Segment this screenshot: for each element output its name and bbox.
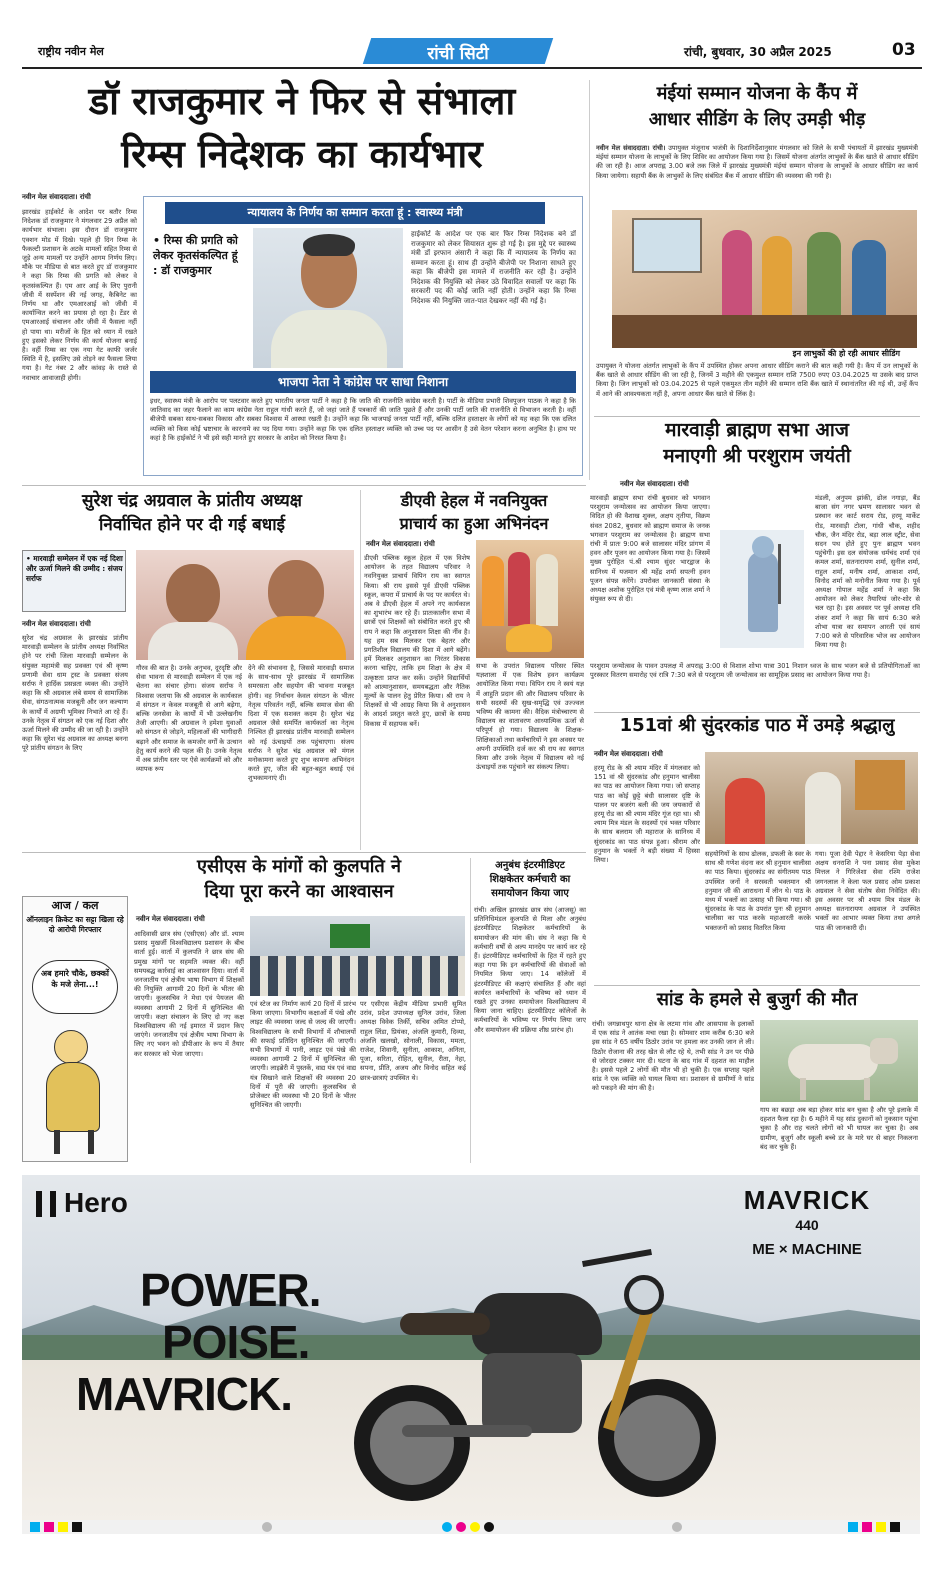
- bull-body-shape: [788, 1044, 878, 1080]
- sundarkand-photo: [705, 752, 918, 844]
- suresh-headline-2: निर्वाचित होने पर दी गई बधाई: [99, 515, 285, 535]
- parshuram-body-left: मारवाड़ी ब्राह्मण सभा रांची बुधवार को भगवान परशुराम जन्मोत्सव का आयोजन किया जाएगा। विदित हो की वैशाख शुक्ल, अक्षय तृतीया, विक्रम संवत 2082, बुधवार को ब्राह्मण समाज के जनक भगवान परशुराम का जन्मोत्सव है। ब्राह्मण सभा रांची में प्रातः 9:00 बजे सालासर मंदिर प्रांगण में हवन और पूजन का आयोजन किया गया है। जिसमें मुख्य पुरोहित पं.श्री श्याम सुंदर भारद्वाज के सानिध्य में यजमान श्री महेंद्र शर्मा सपत्नी हवन पूजन संपन्न करेंगे। उपरोक्त जानकारी संस्था के अध्यक्ष अशोक पुरोहित एवं मंत्री कृष्ण लाल शर्मा ने संयुक्त रूप से दी।: [590, 494, 710, 604]
- mavrick-logo: [702, 1183, 908, 1273]
- maiyan-body-top-text: उपायुक्त मंजूनाथ भजंत्री के दिशानिर्देशानुसार मंगलवार को जिले के सभी पंचायतों में झारखंड मुख्यमंत्री मंईयां सम्मान योजना के लाभुकों के लिए शिविर का आयोजन किया गया है। जिसमें योजना अंतर्गत लाभुकों के बैंक खाते से आधार सीडिंग की जा रही है। आज अपराह्न 3.00 बजे तक जिले में झारखंड मुख्यमंत्री मंईयां सम्मान योजना के लाभुकों के आधार सीडिंग का कार्य किया जायेगा। सहायी बैंक के लाभुकों के लिए संबंधित बैंक में आधार सीडिंग की व्यवस्था की गयी है।: [596, 144, 918, 180]
- portrait-shirt: [271, 310, 387, 368]
- parshuram-illustration: [720, 530, 804, 648]
- print-marks-bar: [22, 1520, 920, 1534]
- vc-body-2: एवं स्टेज का निर्माण कार्य 20 दिनों में प्रारंभ किया जाएगा। विभागीय कक्षाओं में पंखे और लाइट की व्यवस्था जल्द से जल्द की जाएगी। विश्वविद्यालय के सभी विभागों में शौचालयों की सफाई प्रतिदिन सुनिश्चित की जाएगी। सभी विभागों में पानी, लाइट एवं पंखे की व्यवस्था आगामी 2 दिनों में सुनिश्चित की जाएगी। लाइब्रेरी में पुस्तकें, वाद्य यंत्र एवं वाद्य यंत्र सिखाने वाले शिक्षकों की व्यवस्था 20 दिनों में पूरी की जाएगी। कुलसचिव से प्रोजेक्टर की व्यवस्था भी 20 दिनों के भीतर सुनिश्चित की जाएगी।: [250, 1000, 356, 1110]
- contract-headline-2: शिक्षकेतर कर्मचारी का: [489, 874, 571, 885]
- parshuram-figure-head: [752, 536, 774, 558]
- bull-body-2: गाय का बछड़ा अब बड़ा होकर सांड बन चुका है और पूरे इलाके में दहशत फैला रहा है। 6 महीने में यह सांड दुकानों को नुकसान पहुंचा चुका है और राह चलते लोगों को भी घायल कर चुका है। अब ग्रामीण, बुजुर्ग और स्कूली बच्चे डर के मारे घर से बाहर निकलना बंद कर चुके हैं।: [760, 1106, 918, 1151]
- dav-person-3: [536, 554, 558, 626]
- maiyan-headline-1: मंईयां सम्मान योजना के कैंप में: [656, 83, 858, 104]
- ad-tagline-2: POISE.: [162, 1316, 310, 1368]
- col-divider-right: [589, 80, 590, 480]
- hero-ad: [22, 1175, 920, 1520]
- parshuram-axe: [778, 544, 781, 604]
- reg-dot-cyan: [442, 1522, 452, 1532]
- parshuram-body-right: मंडली, अनुपम झांकी, ढोल नगाड़ा, बैंड बाजा संग नगर भ्रमण सालासर भवन से प्रस्थान कर कार्ट सराय रोड, हरमू मार्केट रोड, मारवाड़ी टोला, गांधी चौक, शहीद चौक, जैन मंदिर रोड, बड़ा लाल स्ट्रीट, सेवा सदन पथ होते हुए पुनः ब्राह्मण भवन पहुंचेगी। इस दल संयोजक धर्मचंद शर्मा एवं कमल शर्मा, सतनारायण शर्मा, सुनील शर्मा, राहुल शर्मा, मनीष शर्मा, आकाश शर्मा, विनोद शर्मा को मनोनीत किया गया है। पूर्व अध्यक्ष गोपाल महेंद्र शर्मा ने कहा कि आयोजन को लेकर तैयारियां जोर-शोर से चल रहा है। इस अवसर पर पूर्व अध्यक्ष रवि शंकर शर्मा ने कहा कि सायं 6:30 बजे शोभा यात्रा का समापन आरती एवं सायं 7:00 बजे से परिवारिक भोज का आयोजन किया गया है।: [815, 494, 920, 650]
- sundarkand-body-3: गया। पूजा देवी पेद्दार ने केसरिया पेड़ा सेवा अक्षय धनराशि ने पना प्रसाद सेवा मुकेश मित्तल ने गिरिजेशा सेवा रश्मि राजेश जगनलाल ने केला फल प्रसाद ओम प्रकाश अग्रवाल ने सेवा संतोष सेवा निवेदित की। इस अवसर पर श्री श्याम मित्र मंडल के अध्यक्ष सतनारायण अग्रवाल ने उपस्थित भक्तों का आभार व्यक्त किया तथा अगले पाठ की जानकारी दी।: [815, 850, 920, 932]
- sundarkand-body-2: सहयोगियों के साथ ढोलक, डफली के स्वर के साथ श्री गणेश वंदना कर श्री हनुमान चालीसा का पाठ किया। सुंदरकांड का संगीतमय पाठ उपस्थित जनों ने सरस्वती भक्तमान श्री हनुमान जी की आराधना में लीन थे। पाठ के मध्य में भक्तों का उत्साह भी किया गया। श्री सुंदरकांड के पाठ के उपरांत पुनः श्री हनुमान चालीसा का पाठ करके महाआरती करके भक्तजनों को प्रसाद वितरित किया: [705, 850, 811, 932]
- rims-dateline: नवीन मेल संवाददाता। रांची: [22, 193, 91, 201]
- maiyan-headline-2: आधार सीडिंग के लिए उमड़ी भीड़: [648, 109, 866, 130]
- bike-handlebar: [582, 1249, 652, 1267]
- rule-vc-top: [22, 852, 586, 853]
- dav-dateline: नवीन मेल संवाददाता। रांची: [366, 540, 435, 548]
- reg-dot-1: [262, 1522, 272, 1532]
- swatch-black-2: [890, 1522, 900, 1532]
- aadhaar-camp-photo: [612, 210, 917, 348]
- reg-dot-2: [672, 1522, 682, 1532]
- bike-headlamp: [624, 1275, 664, 1315]
- sundar-devotee-2: [805, 772, 841, 844]
- rims-headline-2: रिम्स निदेशक का कार्यभार: [121, 132, 483, 176]
- dav-body-2: सभा के उपरांत विद्यालय परिसर स्थित यज्ञशाला में एक विशेष हवन कार्यक्रम आयोजित किया गया। विपिन राय ने स्वयं यज्ञ में आहुति प्रदान की और विद्यालय परिवार के सभी सदस्यों की सुख-समृद्धि एवं उज्ज्वल भविष्य की कामना की। वैदिक मंत्रोच्चारण से विद्यालय का वातावरण आध्यात्मिक ऊर्जा से परिपूर्ण हो गया। विद्यालय के शिक्षक-शिक्षिकाओं तथा कर्मचारियों ने इस अवसर पर अपनी उपस्थिति दर्ज कर श्री राय का स्वागत किया और उनके नेतृत्व में विद्यालय को नई ऊंचाइयों तक पहुंचाने का संकल्प लिया।: [476, 662, 584, 772]
- bull-headline: सांड के हमले से बुजुर्ग की मौत: [656, 989, 858, 1010]
- minister-text: हाईकोर्ट के आदेश पर एक बार फिर रिम्स निदेशक बने डॉ राजकुमार को लेकर सियासत शुरू हो गई है। इस मुद्दे पर स्वास्थ्य मंत्री डॉ इरफान अंसारी ने कहा कि मैं न्यायालय के निर्णय का सम्मान करता हूं। साथ ही उन्होंने बीजेपी पर निशाना साधते हुए कहा कि बीजेपी इस मामले में राजनीति कर रही है। उन्होंने निदेशक की नियुक्ति को लेकर उठे विवादित सवालों पर कहा कि सरकारी पद की कोई जाति नहीं होती। उन्होंने कहा कि रिम्स निदेशक की नियुक्ति जात-पात देखकर नहीं की गई है।: [411, 230, 576, 305]
- vc-headline-1: एसीएस के मांगों को कुलपति ने: [197, 856, 401, 877]
- sundarkand-dateline: नवीन मेल संवाददाता। रांची: [594, 750, 663, 758]
- suresh-photo: [136, 550, 354, 660]
- camp-table: [612, 315, 917, 348]
- vc-crowd: [250, 956, 465, 996]
- swatch-cyan: [30, 1522, 40, 1532]
- bull-photo: [760, 1020, 918, 1102]
- rims-headline-1: डॉ राजकुमार ने फिर से संभाला: [88, 79, 516, 123]
- ad-tagline-3: MAVRICK.: [76, 1368, 293, 1420]
- issue-date: रांची, बुधवार, 30 अप्रैल 2025: [684, 45, 832, 59]
- mavrick-word: MAVRICK: [743, 1185, 871, 1215]
- rule-mid: [22, 485, 586, 486]
- mavrick-number: 440: [795, 1217, 819, 1233]
- dav-headline-2: प्राचार्य का हुआ अभिनंदन: [399, 514, 549, 533]
- swatch-yellow-2: [876, 1522, 886, 1532]
- parshuram-dateline: नवीन मेल संवाददाता। रांची: [620, 480, 689, 488]
- bull-legs: [800, 1078, 870, 1100]
- sundarkand-body-1: हरमू रोड के श्री श्याम मंदिर में मंगलवार को 151 वां श्री सुंदरकांड और हनुमान चालीसा का पाठ का आयोजन किया गया। जो सप्ताह पाठ का कोई छुट्टे बंधी सालासर दृष्टि के पालन पर बजरंग बली की जय जयकारों से हरमू रोड का श्री श्याम मंदिर गूंज रहा था। श्री श्याम मित्र मंडल के सदस्यों एवं भक्त परिवार के साथ बलराम जी महाराज के सानिध्य में सुंदरकांड का पाठ संपन्न हुआ। श्रीराम और हनुमान के भक्तों ने बड़ी संख्या में हिस्सा लिया।: [594, 764, 700, 865]
- page-number: 03: [892, 40, 916, 60]
- reg-dot-black: [484, 1522, 494, 1532]
- minister-subhead: न्यायालय के निर्णय का सम्मान करता हूं : स्वास्थ्य मंत्री: [165, 202, 545, 224]
- cartoon-figure-head: [54, 1030, 88, 1064]
- parshuram-body-bottom: परशुराम जन्मोत्सव के पावन उपलक्ष में अपराह्न 3:00 से विशाल शोभा यात्रा 301 निशान ध्वज के साथ भजन बजे से प्रतियोगिताओं का पुरस्कार वितरण समारोह एवं रात्रि 7:30 बजे से परशुराम जी जन्मोत्सव का सामूहिक प्रसाद का आयोजन किया गया है।: [590, 662, 920, 680]
- swatch-cyan-2: [848, 1522, 858, 1532]
- swatch-yellow: [58, 1522, 68, 1532]
- dav-photo: [476, 540, 584, 658]
- bull-body-1: रांची। जगन्नाथपुर थाना क्षेत्र के लटमा गांव और आसपास के इलाकों में एक सांड ने आतंक मचा रखा है। सोमवार शाम करीब 6:30 बजे इस सांड ने 65 वर्षीय ठिठोर उरांव पर हमला कर उनकी जान ले ली। ठिठोर रोजाना की तरह खेत से लौट रहे थे, तभी सांड ने उन पर पीछे से जोरदार टक्कर मार दी। घटना के बाद गांव में दहशत का माहौल है। इससे पहले 2 लोगों की मौत भी हो चुकी है। एक सप्ताह पहले सांड ने एक व्यक्ति को घायल किया था। प्रशासन से ग्रामीणों ने सांड को पकड़ने की मांग की है।: [592, 1020, 754, 1093]
- bike-rear-wheel: [354, 1385, 470, 1501]
- cartoon-caption: ऑनलाइन क्रिकेट का सट्टा खिला रहे दो आरोपी गिरफ्तार: [26, 915, 124, 934]
- cartoon-figure-body: [46, 1062, 100, 1132]
- paper-name: राष्ट्रीय नवीन मेल: [38, 45, 104, 58]
- vc-body-1: आदिवासी छात्र संघ (एसीएस) और डॉ. श्याम प्रसाद मुखर्जी विश्वविद्यालय प्रशासन के बीच वार्ता हुई। वार्ता में कुलपति ने छात्र संघ की प्रमुख मांगों पर सहमति व्यक्त की। वहीं समयबद्ध कार्रवाई का आश्वासन दिया। वार्ता में जनजातीय एवं क्षेत्रीय भाषा विभाग में शिक्षकों की नियुक्ति आगामी 20 दिनों के भीतर की जाएगी। कुलसचिव ने मेधा एवं पेयजल की व्यवस्था आगामी 2 दिनों में सुनिश्चित की जाएगी। कक्षा संचालन के लिए दो नए कक्ष विश्वविद्यालय की नई इमारत में प्रदान किए जाएंगे। जनजातीय एवं क्षेत्रीय भाषा विभाग के लिए नए भवन को डीपीआर के रूप में तैयार कर सरकार को भेजा जाएगा।: [134, 930, 244, 1058]
- vc-body-3: पर एसीएस केंद्रीय मीडिया प्रभारी सुमित उरांव, प्रदेश उपाध्यक्ष सुनिल उरांव, जिला अध्यक्ष विवेक तिर्की, सचिव अमित टोप्पो, राहुल लिंडा, प्रियंका, अंजलि कुमारी, दिव्या, अंजलि खलखो, सोनाली, विकास, ममता, राजेश, शिवानी, सुनीता, आकाश, अनिता, पूजा, सरिता, रोहित, सुनील, रीता, नेहा, सपना, प्रीति, अजय और विनोद सहित कई छात्र-छात्राएं उपस्थित थे।: [360, 1000, 466, 1082]
- rule-parshuram-top: [594, 416, 920, 417]
- bjp-text: इधर, स्वास्थ्य मंत्री के आरोप पर पलटवार करते हुए भारतीय जनता पार्टी ने कहा है कि जाति की राजनीति कांग्रेस करती है। पार्टी के मीडिया प्रभारी शिवपूजन पाठक ने कहा है कि जातिवाद का जहर फैलाने का काम कांग्रेस नेता राहुल गांधी करते हैं, जो जहां जाते हैं पत्रकारों की जाति पूछते हैं और उनकी पार्टी जाति की राजनीति से विभाजन करती है। वहीं बीजेपी सबका साथ-सबका विकास और सबका विश्वास में आस्था रखती है। उन्होंने कहा कि भाजपाई जनता पार्टी नहीं, बल्कि दलित हस्ताक्षर के लोगों को यह कहा कि एक दलित व्यक्ति को किस कोई भ्रष्टाचार के कारनामे का पद दिया गया। उन्होंने कहा कि एक दलित हस्ताक्षर व्यक्ति को उच्च पद पर आसीन है उसे वेतन परेशान करना अनुचित है। हाथ पर कहां है कि हाईकोर्ट ने भी इसे सही मानते हुए सरकार के आदेश को निरस्त किया है।: [150, 397, 576, 442]
- suresh-dateline: नवीन मेल संवाददाता। रांची: [22, 620, 91, 628]
- masthead: [22, 36, 922, 66]
- suresh-body-2: गौरव की बात है। उनके अनुभव, दूरदृष्टि और सेवा भावना से मारवाड़ी सम्मेलन में एक नई चेतना का संचार होगा। संजय सर्राफ ने विश्वास जताया कि श्री अग्रवाल के कार्यकाल में संगठन न केवल मजबूती से आगे बढ़ेगा, बल्कि जनसेवा के कार्यों में भी उल्लेखनीय तेजी आएगी। श्री अग्रवाल ने हमेशा युवाओं को संगठन से जोड़ने, महिलाओं की भागीदारी बढ़ाने और समाज के कमजोर वर्गों के उत्थान हेतु कार्य करने की पहल की है। उनके नेतृत्व में अब प्रांतीय स्तर पर ऐसे कार्यक्रमों को और व्यापक रूप: [136, 664, 242, 774]
- swatch-black: [72, 1522, 82, 1532]
- suresh-headline-1: सुरेश चंद्र अग्रवाल के प्रांतीय अध्यक्ष: [82, 491, 302, 511]
- sundar-devotee-1: [725, 778, 765, 844]
- bike-seat: [400, 1313, 490, 1335]
- parshuram-headline-1: मारवाड़ी ब्राह्मण सभा आज: [665, 419, 849, 441]
- maiyan-body-top: [596, 144, 918, 208]
- col-divider-dav: [360, 490, 361, 850]
- cartoon-speech: अब हमारे चौके, छक्कों के मजे लेना...!: [41, 969, 109, 989]
- director-photo: [253, 228, 403, 368]
- sundarkand-headline: 151वां श्री सुंदरकांड पाठ में उमड़े श्रद्धालु: [619, 715, 895, 736]
- parshuram-figure-body: [748, 552, 778, 632]
- bike-engine: [482, 1353, 582, 1433]
- suresh-quote: • मारवाड़ी सम्मेलन में एक नई दिशा और ऊर्जा मिलने की उम्मीद : संजय सर्राफ: [26, 554, 123, 583]
- header-rule: [22, 67, 922, 69]
- mavrick-slogan: ME × MACHINE: [752, 1241, 862, 1258]
- dav-body-1: डीएवी पब्लिक स्कूल हेहल में एक विशेष आयोजन के तहत विद्यालय परिवार ने नवनियुक्त प्राचार्य विपिन राय का स्वागत किया। श्री राय इससे पूर्व डीएवी पब्लिक स्कूल, कपरा में प्राचार्य के पद पर कार्यरत थे। अब वे डीएवी हेहल में अपने नए कार्यकाल का शुभारंभ कर रहे हैं। प्रातःकालीन सभा में छात्रों एवं शिक्षकों को संबोधित करते हुए श्री राय ने कहा कि अनुशासन शिक्षा की नींव है। यह हम सब मिलकर एक बेहतर और प्रगतिशील विद्यालय की दिशा में आगे बढ़ेंगे। हमें मिलकर अनुशासन का निरंतर विकास करना चाहिए, ताकि हम शिक्षा के क्षेत्र में उत्कृष्टता प्राप्त कर सकें। उन्होंने विद्यार्थियों को आत्मानुशासन, समयबद्धता और नैतिक मूल्यों के पालन हेतु प्रेरित किया। श्री राय ने शिक्षकों से भी आग्रह किया कि वे अनुशासन के आदर्श प्रस्तुत करते हुए, छात्रों के समग्र विकास में सहायक बनें।: [364, 554, 470, 728]
- rule-bull-top: [594, 985, 920, 986]
- dav-havan-fire: [506, 624, 552, 652]
- suresh-person-2: [268, 560, 324, 624]
- sundar-altar: [855, 760, 905, 810]
- bull-head-shape: [870, 1038, 898, 1064]
- vc-photo: [250, 916, 465, 996]
- suresh-garland: [246, 616, 346, 660]
- motorcycle: [342, 1235, 722, 1505]
- bike-tank: [472, 1293, 602, 1355]
- camp-window: [632, 218, 702, 273]
- suresh-person-1: [166, 564, 220, 626]
- cartoon-figure-legs: [54, 1130, 94, 1154]
- col-divider-contract: [470, 858, 471, 1163]
- dav-person-1: [482, 556, 504, 626]
- portrait-hair: [303, 234, 355, 256]
- reg-dot-yellow: [470, 1522, 480, 1532]
- dav-headline-1: डीएवी हेहल में नवनियुक्त: [400, 491, 548, 510]
- maiyan-body-bottom: उपायुक्त ने योजना अंतर्गत लाभुकों के कैंप में उपस्थित होकर अपना आधार सीडिंग कराने की बात कही गयी है। कैंप में उन लाभुकों के बैंक खाते से आधार सीडिंग की जा रही है, जिनमें 3 महीने की एकमुश्त सम्मान राशि 7500 रुपए 03.04.2025 या उसके बाद प्राप्त किया है। जिन लाभुकों को 03.04.2025 से पहले एकमुश्त तीन महीने की सम्मान राशि बैंक खाते में स्थानांतरित की गई थी, उन्हें कैंप में आने की आवश्यकता नहीं है, अपना आधार बैंक खाते से लिंक है।: [596, 362, 918, 398]
- camp-caption: इन लाभुकों की हो रही आधार सीडिंग: [792, 349, 900, 358]
- maiyan-dateline: नवीन मेल संवाददाता। रांची।: [596, 144, 666, 152]
- cartoon-title: आज / कल: [51, 899, 99, 912]
- bike-exhaust: [402, 1425, 532, 1437]
- section-title: रांची सिटी: [427, 44, 489, 64]
- parshuram-headline-2: मनाएगी श्री परशुराम जयंती: [663, 445, 851, 467]
- swatch-magenta: [44, 1522, 54, 1532]
- swatch-magenta-2: [862, 1522, 872, 1532]
- contract-headline-3: समायोजन किया जाए: [491, 888, 569, 899]
- hero-brand: Hero: [64, 1187, 128, 1218]
- vc-flag: [330, 924, 370, 948]
- bjp-subhead: भाजपा नेता ने कांग्रेस पर साधा निशाना: [150, 371, 576, 393]
- contract-body: रांची। अखिल झारखंड छात्र संघ (आजसू) का प्रतिनिधिमंडल कुलपति से मिला और अनुबंध इंटरमीडिएट शिक्षकेतर कर्मचारियों के समायोजन की मांग की। संघ ने कहा कि ये कर्मचारी वर्षों से अल्प मानदेय पर कार्य कर रहे हैं। इंटरमीडिएट कर्मचारियों के हित में रहते हुए कहा गया कि इन कर्मचारियों की सेवाओं को नियमित किया जाए। 14 कॉलेजों में इंटरमीडिएट की कक्षाएं संचालित हैं और वहां कार्यरत कर्मचारियों के भविष्य को ध्यान में रखते हुए उनका समायोजन विश्वविद्यालय में किया जाना चाहिए। इंटरमीडिएट कॉलेजों के कर्मचारियों के भविष्य पर निर्णय लिया जाए और समायोजन की प्रक्रिया शीघ्र प्रारंभ हो।: [474, 906, 586, 1034]
- suresh-body-3: देने की संभावना है, जिससे मारवाड़ी समाज के साथ-साथ पूरे झारखंड में सामाजिक समरसता और सहयोग की भावना मजबूत होगी। वह निर्वाचन केवल संगठन के भीतर नेतृत्व परिवर्तन नहीं, बल्कि समाज सेवा की दिशा में एक सशक्त कदम है। सुरेश चंद्र अग्रवाल जैसे समर्पित कार्यकर्ता का नेतृत्व निश्चित ही झारखंड प्रांतीय मारवाड़ी सम्मेलन को नई ऊंचाइयों तक पहुंचाएगा। संजय सर्राफ ने सुरेश चंद्र अग्रवाल को मंगल मनोकामना करते हुए शुभ कामना अभिनंदन करते हुए, जीत की बहुत-बहुत बधाई एवं शुभकामनाएं दी।: [248, 664, 354, 783]
- contract-headline-1: अनुबंध इंटरमीडिएट: [495, 860, 565, 871]
- dav-person-2: [508, 552, 530, 626]
- rule-sundar-top: [594, 712, 920, 713]
- suresh-body-1: सुरेश चंद्र अग्रवाल के झारखंड प्रांतीय मारवाड़ी सम्मेलन के प्रांतीय अध्यक्ष निर्वाचित होने पर रांची जिला मारवाड़ी सम्मेलन के संयुक्त महामंत्री सह प्रवक्ता एवं श्री कृष्ण प्रणामी सेवा धाम ट्रस्ट के प्रवक्ता संजय सर्राफ ने हार्दिक प्रसन्नता व्यक्त की। उन्होंने कहा कि श्री अग्रवाल लंबे समय से सामाजिक सेवा, संगठनात्मक मजबूती और जन कल्याण के कार्यों में अग्रणी भूमिका निभाते आ रहे हैं। उनके नेतृत्व में संगठन को एक नई दिशा और ऊर्जा मिलने की उम्मीद की जा रही है। उन्होंने कहा कि सुरेश चंद्र अग्रवाल का अध्यक्ष बनना पूरे प्रांतीय संगठन के लिए: [22, 634, 128, 753]
- hero-logo-mark: [36, 1191, 56, 1217]
- rims-body: झारखंड हाईकोर्ट के आदेश पर बतौर रिम्स निदेशक डॉ राजकुमार ने मंगलवार 29 अप्रैल को कार्यभार संभाला। इस दौरान डॉ राजकुमार एक्शन मोड में दिखे। पहले ही दिन रिम्स के फैकल्टी प्रशासन के अटके मामलों सहित रिम्स से जुड़े अन्य मामलों पर उन्होंने आगम निर्णय लिए। मौके पर मीडिया से बात करते हुए डॉ राजकुमार ने कहा कि रिम्स की प्रगति को लेकर वे कृतसंकल्पित हैं। एम आर आई के लिए पुरानी जीवी में सस्पेंशन की नई जगह, कैबिनेट का निर्णय था और एमआरआई को जीवी में कार्यान्वित करने का प्रयास हो रहा है। टेंडर से एमआरआई संचालन और जीवी में फैसला नहीं हो पाया था। मरीजों के हित को ध्यान में रखते हुए इसको लेकर निर्णय की कार्य योजना बनाई है। वहीं रिम्स का एक नया गेट काफी जर्जर स्थिति में है, इसलिए उसे तोड़ने का फैसला लिया गया है। गेट नंबर 2 और कांवड़ के रास्ते से नवाचार आवाजाही होगी।: [22, 208, 137, 382]
- reg-dot-magenta: [456, 1522, 466, 1532]
- rims-quote: • रिम्स की प्रगति को लेकर कृतसंकल्पित हूं : डॉ राजकुमार: [153, 234, 238, 277]
- vc-headline-2: दिया पूरा करने का आश्वासन: [204, 881, 394, 902]
- ad-tagline-1: POWER.: [140, 1264, 321, 1316]
- suresh-person-1-shirt: [148, 622, 238, 660]
- vc-dateline: नवीन मेल संवाददाता। रांची: [136, 915, 205, 923]
